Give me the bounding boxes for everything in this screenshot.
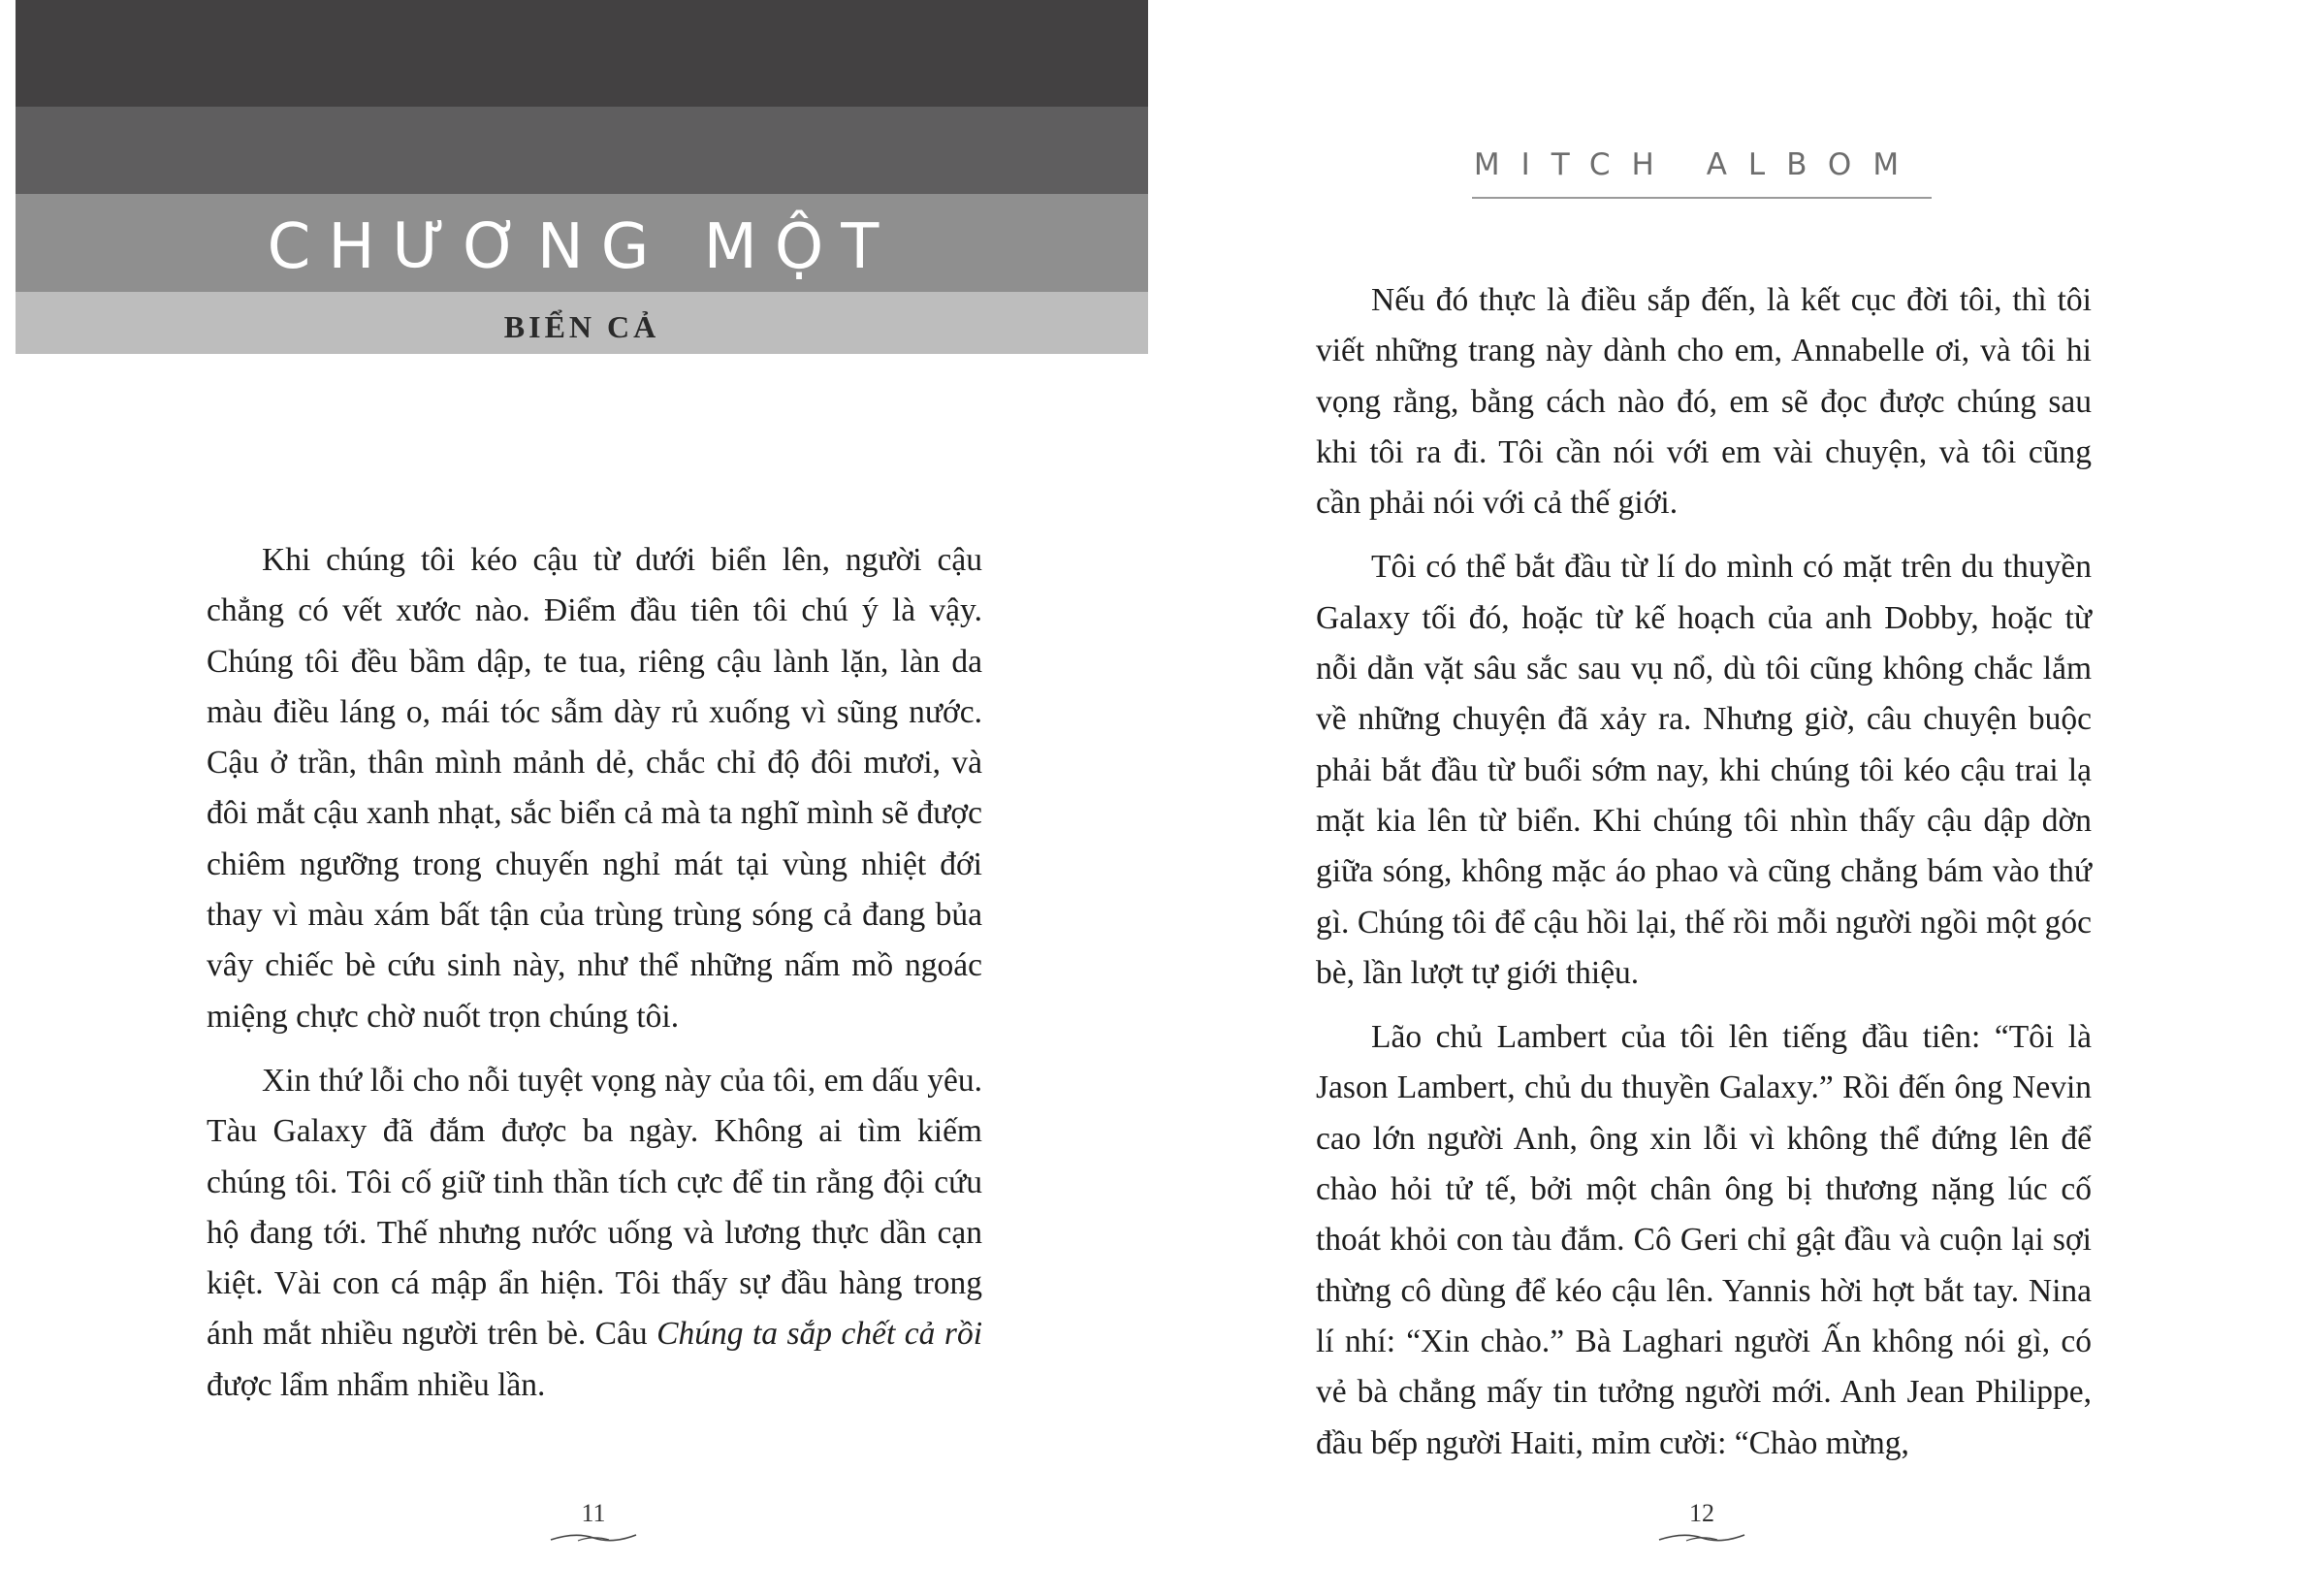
paragraph: Khi chúng tôi kéo cậu từ dưới biển lên, người cậu chẳng có vết xước nào. Điểm đầu tiên tôi chú ý là vậy. Chúng tôi đều bầm dập, te tua, riêng cậu lành lặn, làn da màu điều láng o, mái tóc sẫm dày rủ xuống vì sũng nước. Cậu ở trần, thân mình mảnh dẻ, chắc chỉ độ đôi mươi, và đôi mắt cậu xanh nhạt, sắc biển cả mà ta nghĩ mình sẽ được chiêm ngưỡng trong chuyến nghỉ mát tại vùng nhiệt đới thay vì màu xám bất tận của trùng trùng sóng cả đang bủa vây chiếc bè cứu sinh này, như thể những nấm mồ ngoác miệng chực chờ nuốt trọn chúng tôi. — [207, 542, 982, 1035]
paragraph: Nếu đó thực là điều sắp đến, là kết cục đời tôi, thì tôi viết những trang này dành cho em, Annabelle ơi, và tôi hi vọng rằng, bằng cách nào đó, em sẽ đọc được chúng sau khi tôi ra đi. Tôi cần nói với em vài chuyện, và tôi cũng cần phải nói với cả thế giới. — [1316, 282, 2092, 522]
paragraph — [207, 1056, 982, 1411]
page-flourish-icon — [1657, 1529, 1746, 1545]
left-body-text — [207, 535, 982, 1411]
page-number-right: 12 — [1689, 1499, 1714, 1527]
chapter-title: CHƯƠNG MỘT — [267, 211, 897, 283]
header-rule — [1472, 197, 1932, 199]
header-band-mid — [16, 107, 1148, 194]
page-flourish-icon — [549, 1529, 638, 1545]
paragraph-text: được lẩm nhẩm nhiều lần. — [207, 1366, 546, 1403]
paragraph: Tôi có thể bắt đầu từ lí do mình có mặt trên du thuyền Galaxy tối đó, hoặc từ kế hoạch của anh Dobby, hoặc từ nỗi dằn vặt sâu sắc sau vụ nổ, dù tôi cũng không chắc lắm về những chuyện đã xảy ra. Nhưng giờ, câu chuyện buộc phải bắt đầu từ buổi sớm nay, khi chúng tôi kéo cậu trai lạ mặt kia lên từ biển. Khi chúng tôi nhìn thấy cậu dập dờn giữa sóng, không mặc áo phao và cũng chẳng bám vào thứ gì. Chúng tôi để cậu hồi lại, thế rồi mỗi người ngồi một góc bè, lần lượt tự giới thiệu. — [1316, 549, 2092, 991]
italic-quote: Chúng ta sắp chết cả rồi — [656, 1316, 983, 1353]
running-header-author: MITCH ALBOM — [1473, 147, 1921, 182]
chapter-subtitle: BIỂN CẢ — [503, 309, 660, 344]
header-band-dark — [16, 0, 1148, 107]
paragraph-text: Xin thứ lỗi cho nỗi tuyệt vọng này của tôi, em dấu yêu. Tàu Galaxy đã đắm được ba ngày. Không ai tìm kiếm chúng tôi. Tôi cố giữ tinh thần tích cực để tin rằng đội cứu hộ đang tới. Thế nhưng nước uống và lương thực dần cạn kiệt. Vài con cá mập ẩn hiện. Tôi thấy sự đầu hàng trong ánh mắt nhiều người trên bè. Câu — [207, 1062, 982, 1353]
right-body-text — [1316, 275, 2092, 1469]
page-number-left: 11 — [581, 1499, 606, 1527]
paragraph: Lão chủ Lambert của tôi lên tiếng đầu tiên: “Tôi là Jason Lambert, chủ du thuyền Galaxy.” Rồi đến ông Nevin cao lớn người Anh, ông xin lỗi vì không thể đứng lên để chào hỏi tử tế, bởi một chân ông bị thương nặng lúc cố thoát khỏi con tàu đắm. Cô Geri chỉ gật đầu và cuộn lại sợi thừng cô dùng để kéo cậu lên. Yannis hời hợt bắt tay. Nina lí nhí: “Xin chào.” Bà Laghari người Ấn không nói gì, có vẻ bà chẳng mấy tin tưởng người mới. Anh Jean Philippe, đầu bếp người Haiti, mỉm cười: “Chào mừng, — [1316, 1019, 2092, 1461]
